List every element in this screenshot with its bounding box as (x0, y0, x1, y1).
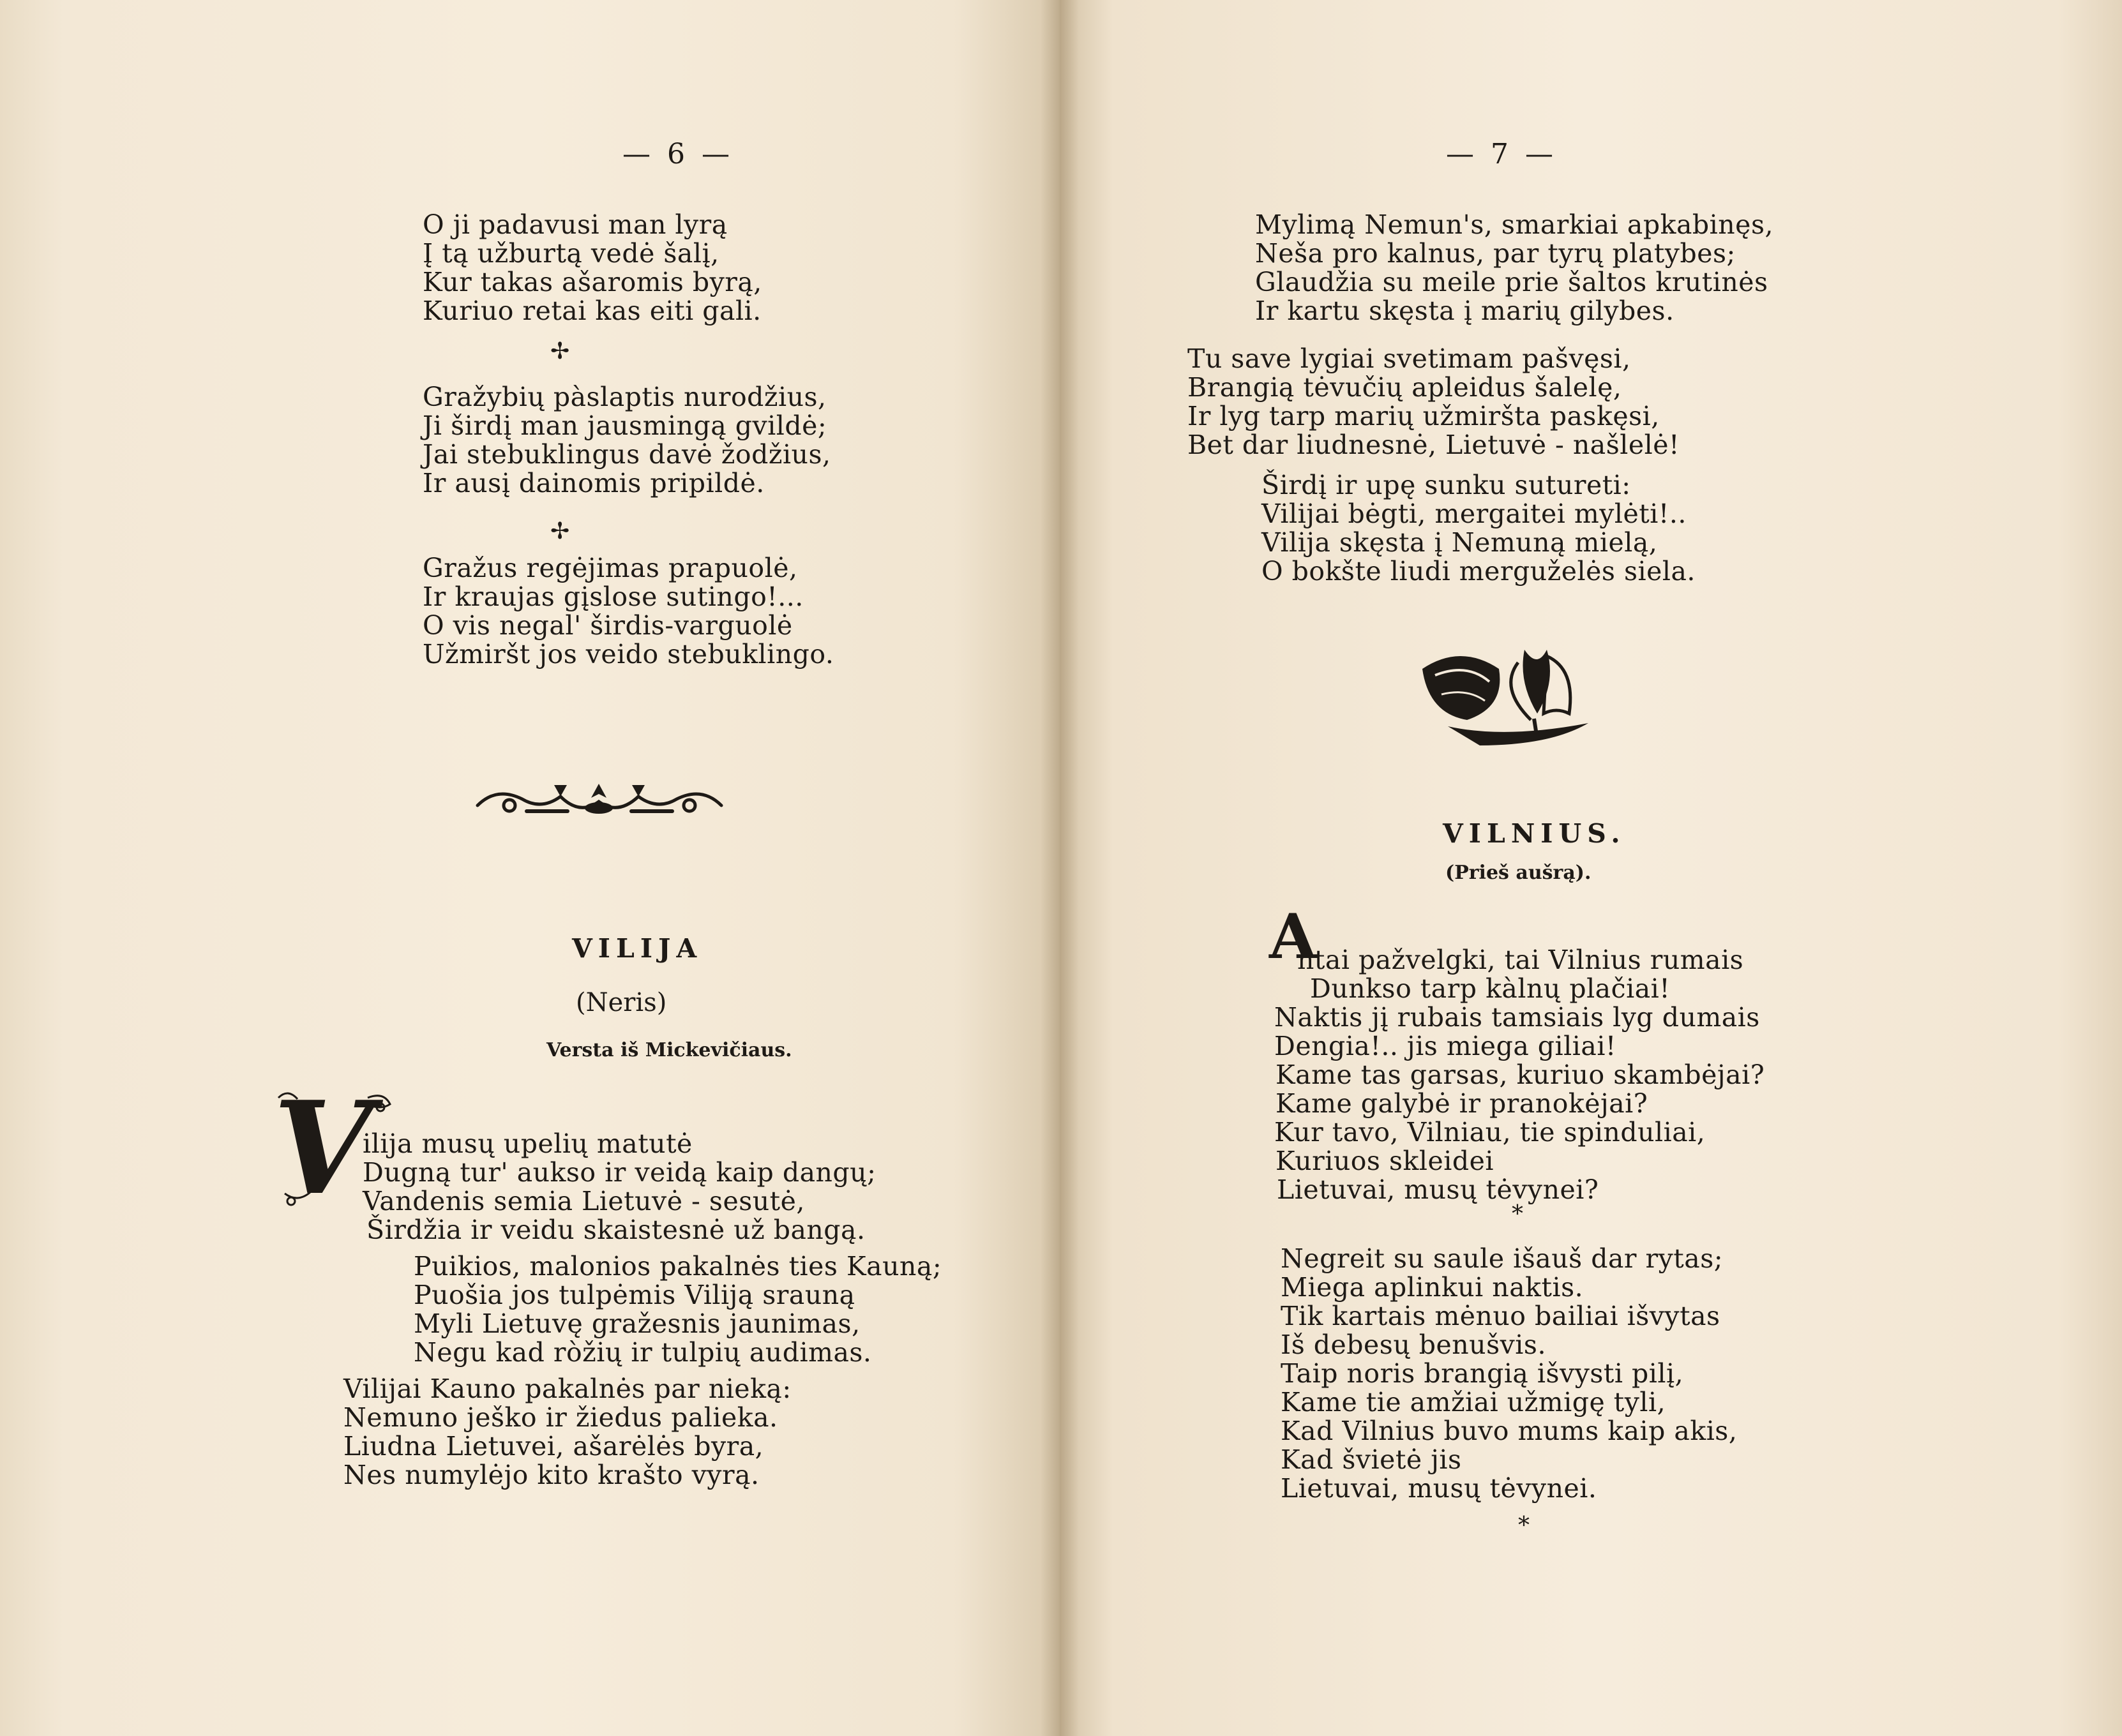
verse-line: Kur takas ašaromis byrą, (423, 267, 762, 297)
verse-line: Kur tavo, Vilniau, tie spinduliai, (1274, 1117, 1706, 1148)
verse-line: Vilija skęsta į Nemuną mielą, (1261, 527, 1658, 558)
verse-line: Tik kartais mėnuo bailiai išvytas (1281, 1301, 1720, 1331)
verse-line: Neša pro kalnus, par tyrų platybes; (1255, 238, 1736, 269)
verse-line: Taip noris brangią išvysti pilį, (1281, 1358, 1684, 1389)
poem-subtitle: (Neris) (576, 988, 667, 1017)
stanza-separator: ✢ (550, 338, 570, 364)
verse-line: Kuriuos skleidei (1275, 1146, 1494, 1176)
verse-line: Miega aplinkui naktis. (1281, 1272, 1584, 1303)
verse-line: Puošia jos tulpėmis Viliją srauną (414, 1280, 855, 1310)
verse-line: Lietuvai, musų tėvynei. (1281, 1473, 1597, 1504)
verse-line: Ir kartu skęsta į marių gilybes. (1255, 296, 1674, 326)
verse-line: Myli Lietuvę gražesnis jaunimas, (414, 1308, 861, 1339)
stanza (423, 211, 762, 326)
dropcap: V (273, 1074, 373, 1223)
stanza (1274, 945, 1765, 1205)
verse-line: Kame tie amžiai užmigę tyli, (1281, 1387, 1666, 1418)
page-number: — 6 — (622, 138, 734, 170)
verse-line: Ji širdį man jausmingą gvildė; (423, 410, 827, 441)
verse-line: Ir lyg tarp marių užmiršta paskęsi, (1187, 401, 1660, 431)
stanza (414, 1252, 942, 1367)
stanza (1261, 471, 1696, 586)
page-number: — 7 — (1446, 138, 1557, 170)
verse-line: Širdį ir upę sunku sutureti: (1261, 470, 1631, 500)
stanza-separator: * (1518, 1513, 1530, 1539)
verse-line: Puikios, malonios pakalnės ties Kauną; (414, 1251, 942, 1282)
verse-line: O vis negal' širdis-varguolė (423, 610, 793, 641)
stanza-separator: ✢ (550, 518, 570, 544)
poem-title: VILIJA (572, 933, 703, 964)
stanza (1255, 211, 1773, 326)
verse-line: Dunkso tarp kàlnų plačiai! (1310, 973, 1671, 1004)
verse-line: Vilijai bėgti, mergaitei mylėti!.. (1261, 498, 1687, 529)
stanza (343, 1375, 792, 1490)
verse-line: Negreit su saule išauš dar rytas; (1281, 1243, 1724, 1274)
verse-line: Kame galybė ir pranokėjai? (1275, 1088, 1648, 1119)
verse-line: Kuriuo retai kas eiti gali. (423, 296, 762, 326)
stanza (1187, 345, 1680, 460)
verse-line: Liudna Lietuvei, ašarėlės byra, (343, 1431, 764, 1462)
stanza (423, 554, 834, 669)
verse-line: Kame tas garsas, kuriuo skambėjai? (1275, 1059, 1765, 1090)
verse-line: Tu save lygiai svetimam pašvęsi, (1187, 343, 1631, 374)
verse-line: Glaudžia su meile prie šaltos krutinės (1255, 267, 1768, 297)
verse-line: Širdžia ir veidu skaistesnė už bangą. (366, 1215, 866, 1245)
verse-line: ntai pažvelgki, tai Vilnius rumais (1297, 945, 1744, 975)
verse-line: Vandenis semia Lietuvė - sesutė, (363, 1186, 805, 1216)
flower-vignette-icon (1410, 643, 1601, 752)
stanza (363, 1130, 876, 1245)
verse-line: Lietuvai, musų tėvynei? (1277, 1174, 1599, 1205)
verse-line: Kad švietė jis (1281, 1444, 1462, 1475)
right-page (1060, 0, 2122, 1736)
stanza (423, 383, 831, 498)
verse-line: Nemuno ješko ir žiedus palieka. (343, 1402, 778, 1433)
stanza (1281, 1245, 1737, 1503)
verse-line: ilija musų upelių matutė (363, 1128, 693, 1159)
dropcap: A (1269, 901, 1317, 973)
verse-line: Jai stebuklingus davė žodžius, (423, 439, 831, 470)
verse-line: O ji padavusi man lyrą (423, 209, 728, 240)
verse-line: Iš debesų benušvis. (1281, 1329, 1546, 1360)
stanza-separator: * (1512, 1201, 1523, 1227)
verse-line: Dugną tur' aukso ir veidą kaip dangų; (363, 1157, 877, 1188)
verse-line: Kad Vilnius buvo mums kaip akis, (1281, 1416, 1738, 1446)
verse-line: Ir kraujas gįslose sutingo!... (423, 581, 804, 612)
verse-line: Negu kad ròžių ir tulpių audimas. (414, 1337, 872, 1368)
left-page (0, 0, 1060, 1736)
verse-line: Nes numylėjo kito krašto vyrą. (343, 1460, 760, 1490)
verse-line: Gražus regėjimas prapuolė, (423, 553, 798, 583)
verse-line: Ir ausį dainomis pripildė. (423, 468, 765, 498)
verse-line: Brangią tėvučių apleidus šalelę, (1187, 372, 1622, 403)
verse-line: Užmiršt jos veido stebuklingo. (423, 639, 834, 670)
verse-line: Mylimą Nemun's, smarkiai apkabinęs, (1255, 209, 1774, 240)
verse-line: Naktis jį rubais tamsiais lyg dumais (1274, 1002, 1760, 1033)
verse-line: O bokšte liudi merguželės siela. (1261, 556, 1696, 587)
verse-line: Gražybių pàslaptis nurodžius, (423, 382, 827, 412)
verse-line: Bet dar liudnesnė, Lietuvė - našlelė! (1187, 430, 1680, 460)
poem-subtitle: (Prieš aušrą). (1445, 862, 1592, 884)
verse-line: Dengia!.. jis miega giliai! (1274, 1031, 1616, 1061)
ornament-icon (471, 780, 728, 819)
verse-line: Į tą užburtą vedė šalį, (423, 238, 719, 269)
translation-note: Versta iš Mickevičiaus. (546, 1039, 792, 1061)
poem-title: VILNIUS. (1443, 818, 1626, 849)
verse-line: Vilijai Kauno pakalnės par nieką: (343, 1373, 792, 1404)
book-gutter (1041, 0, 1079, 1736)
